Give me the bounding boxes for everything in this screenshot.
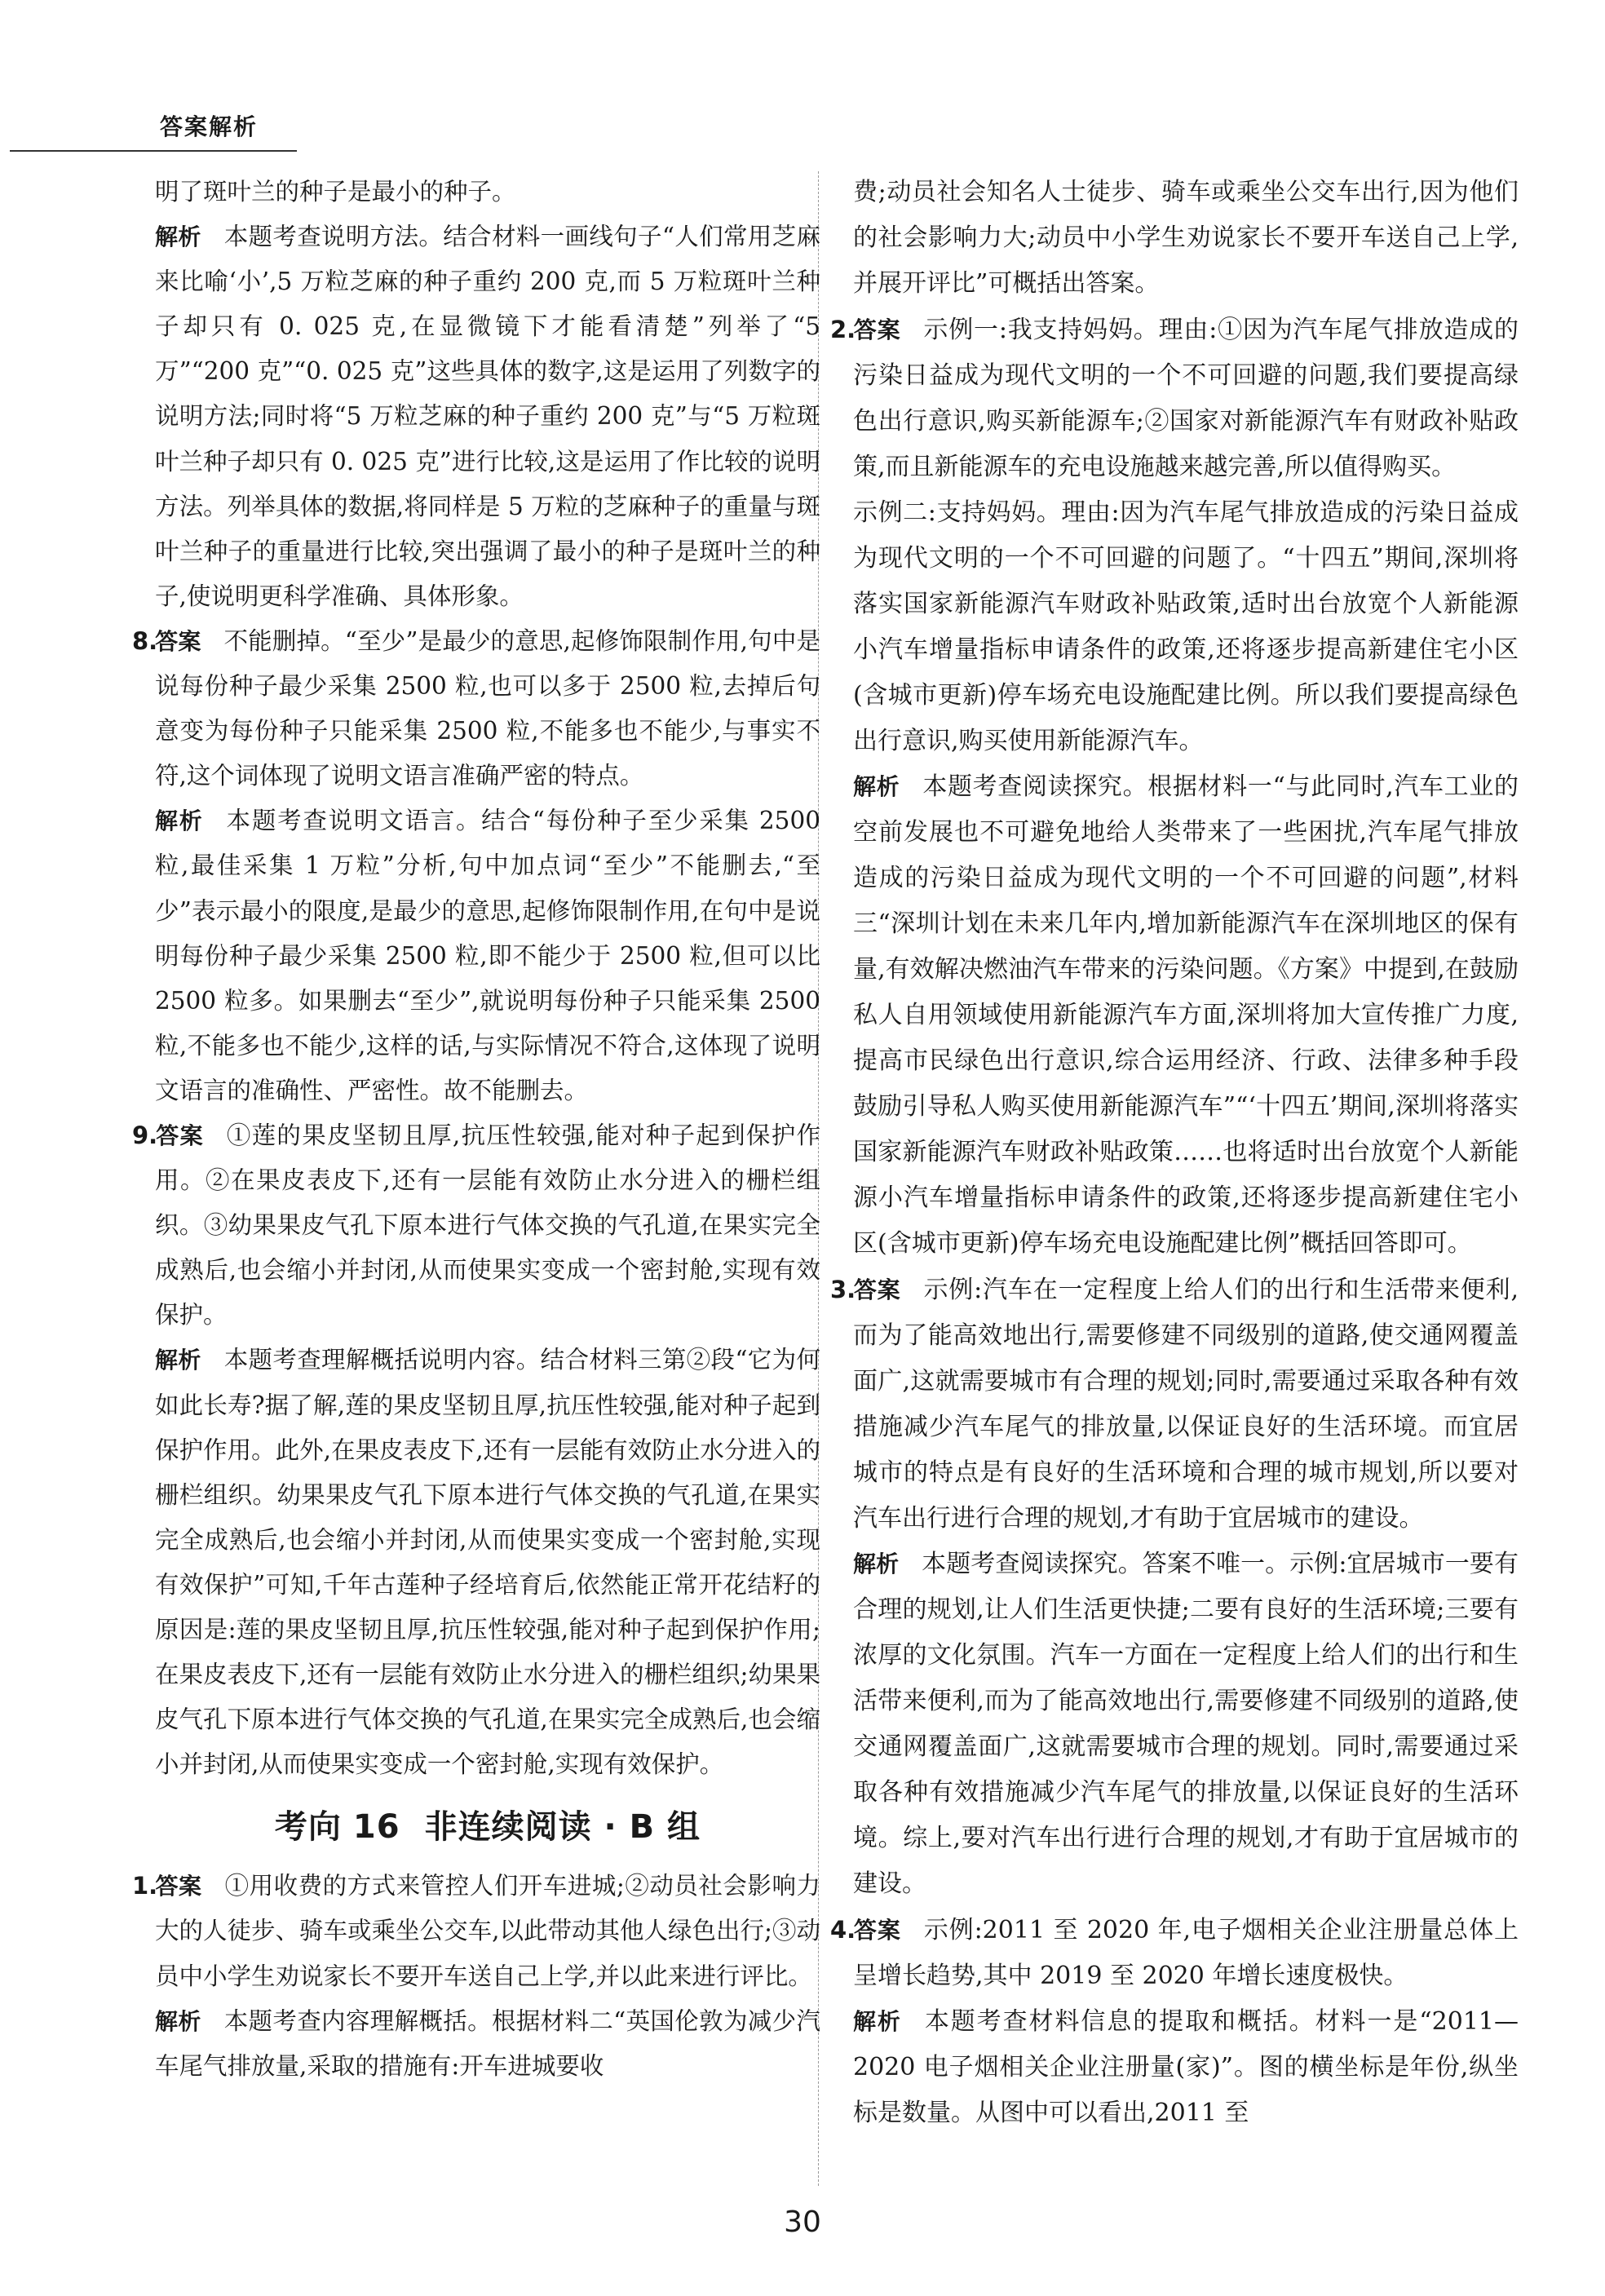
analysis-paragraph: 解析 本题考查材料信息的提取和概括。材料一是“2011—2020 电子烟相关企业注册量(家)”。图的横坐标是年份,纵坐标是数量。从图中可以看出,2011 至 bbox=[853, 2007, 1519, 2127]
page-header bbox=[10, 111, 297, 152]
answer-label: 答案 bbox=[155, 1121, 204, 1149]
answer-label: 答案 bbox=[853, 1276, 901, 1303]
answer-item-3: 3.答案 示例:汽车在一定程度上给人们的出行和生活带来便利,而为了能高效地出行,需要修建不同级别的道路,使交通网覆盖面广,这就需要城市有合理的规划;同时,需要通过采取各种有效措施减少汽车尾气的排放量,以保证良好的生活环境。而宜居城市的特点是有良好的生活环境和合理的城市规划,所以要对汽车出行进行合理的规划,才有助于宜居城市的建设。 bbox=[853, 1267, 1519, 1542]
analysis-paragraph: 解析 本题考查阅读探究。答案不唯一。示例:宜居城市一要有合理的规划,让人们生活更快捷;二要有良好的生活环境;三要有浓厚的文化氛围。汽车一方面在一定程度上给人们的出行和生活带来便利,而为了能高效地出行,需要修建不同级别的道路,使交通网覆盖面广,这就需要城市合理的规划。同时,需要通过采取各种有效措施减少汽车尾气的排放量,以保证良好的生活环境。综上,要对汽车出行进行合理的规划,才有助于宜居城市的建设。 bbox=[853, 1550, 1519, 1898]
analysis-paragraph: 解析 本题考查说明文语言。结合“每份种子至少采集 2500 粒,最佳采集 1 万粒”分析,句中加点词“至少”不能删去,“至少”表示最小的限度,是最少的意思,起修饰限制作用,在句中是说明每份种子最少采集 2500 粒,即不能少于 2500 粒,但可以比 2500 粒多。如果删去“至少”,就说明每份种子只能采集 2500 粒,不能多也不能少,这样的话,与实际情况不符合,这体现了说明文语言的准确性、严密性。故不能删去。 bbox=[155, 807, 820, 1104]
item-number: 9. bbox=[132, 1121, 158, 1149]
answer-label: 答案 bbox=[155, 627, 201, 655]
answer-item-2: 2.答案 示例一:我支持妈妈。理由:①因为汽车尾气排放造成的污染日益成为现代文明的一个不可回避的问题,我们要提高绿色出行意识,购买新能源车;②国家对新能源汽车有财政补贴政策,而且新能源车的充电设施越来越完善,所以值得购买。 bbox=[853, 307, 1519, 490]
answer-item-9: 9.答案 ①莲的果皮坚韧且厚,抗压性较强,能对种子起到保护作用。②在果皮表皮下,还有一层能有效防止水分进入的栅栏组织。③幼果果皮气孔下原本进行气体交换的气孔道,在果实完全成熟后,也会缩小并封闭,从而使果实变成一个密封舱,实现有效保护。 bbox=[155, 1113, 820, 1338]
analysis-label: 解析 bbox=[155, 807, 204, 835]
analysis-label: 解析 bbox=[853, 2008, 902, 2035]
item-number: 1. bbox=[132, 1872, 158, 1900]
item-number: 4. bbox=[830, 1916, 856, 1944]
analysis-label: 解析 bbox=[155, 2007, 201, 2035]
analysis-label: 解析 bbox=[853, 1551, 900, 1577]
section-title: 考向 16 非连续阅读 · B 组 bbox=[274, 1808, 701, 1847]
answer-label: 答案 bbox=[853, 1917, 901, 1944]
header-title: 答案解析 bbox=[160, 113, 259, 140]
answer-item-8: 8.答案 不能删掉。“至少”是最少的意思,起修饰限制作用,句中是说每份种子最少采集 2500 粒,也可以多于 2500 粒,去掉后句意变为每份种子只能采集 2500 粒,不能多也不能少,与事实不符,这个词体现了说明文语言准确严密的特点。 bbox=[155, 619, 820, 799]
item-number: 2. bbox=[830, 316, 856, 343]
analysis-paragraph: 解析 本题考查内容理解概括。根据材料二“英国伦敦为减少汽车尾气排放量,采取的措施有:开车进城要收 bbox=[155, 2006, 820, 2080]
analysis-label: 解析 bbox=[155, 1347, 201, 1374]
right-column bbox=[830, 170, 1519, 2136]
analysis-paragraph: 解析 本题考查阅读探究。根据材料一“与此同时,汽车工业的空前发展也不可避免地给人类带来了一些困扰,汽车尾气排放造成的污染日益成为现代文明的一个不可回避的问题”,材料三“深圳计划在未来几年内,增加新能源汽车在深圳地区的保有量,有效解决燃油汽车带来的污染问题。《方案》中提到,在鼓励私人自用领域使用新能源汽车方面,深圳将加大宣传推广力度,提高市民绿色出行意识,综合运用经济、行政、法律多种手段鼓励引导私人购买使用新能源汽车”“‘十四五’期间,深圳将落实国家新能源汽车财政补贴政策……也将适时出台放宽个人新能源小汽车增量指标申请条件的政策,还将逐步提高新建住宅小区(含城市更新)停车场充电设施配建比例”概括回答即可。 bbox=[853, 772, 1519, 1258]
paragraph: 明了斑叶兰的种子是最小的种子。 bbox=[155, 178, 516, 206]
item-number: 3. bbox=[830, 1276, 856, 1303]
paragraph: 示例二:支持妈妈。理由:因为汽车尾气排放造成的污染日益成为现代文明的一个不可回避的问题了。“十四五”期间,深圳将落实国家新能源汽车财政补贴政策,适时出台放宽个人新能源小汽车增量指标申请条件的政策,还将逐步提高新建住宅小区(含城市更新)停车场充电设施配建比例。所以我们要提高绿色出行意识,购买使用新能源汽车。 bbox=[853, 498, 1519, 755]
answer-label: 答案 bbox=[155, 1873, 202, 1900]
left-column bbox=[132, 170, 820, 2089]
analysis-paragraph: 解析 本题考查理解概括说明内容。结合材料三第②段“它为何如此长寿?据了解,莲的果皮坚韧且厚,抗压性较强,能对种子起到保护作用。此外,在果皮表皮下,还有一层能有效防止水分进入的栅栏组织。幼果果皮气孔下原本进行气体交换的气孔道,在果实完全成熟后,也会缩小并封闭,从而使果实变成一个密封舱,实现有效保护”可知,千年古莲种子经培育后,依然能正常开花结籽的原因是:莲的果皮坚韧且厚,抗压性较强,能对种子起到保护作用;在果皮表皮下,还有一层能有效防止水分进入的栅栏组织;幼果果皮气孔下原本进行气体交换的气孔道,在果实完全成熟后,也会缩小并封闭,从而使果实变成一个密封舱,实现有效保护。 bbox=[155, 1346, 820, 1779]
answer-item-4: 4.答案 示例:2011 至 2020 年,电子烟相关企业注册量总体上呈增长趋势,其中 2019 至 2020 年增长速度极快。 bbox=[853, 1907, 1519, 1999]
page-number: 30 bbox=[784, 2205, 821, 2239]
analysis-label: 解析 bbox=[155, 223, 201, 251]
paragraph: 费;动员社会知名人士徒步、骑车或乘坐公交车出行,因为他们的社会影响力大;动员中小学生劝说家长不要开车送自己上学,并展开评比”可概括出答案。 bbox=[853, 178, 1519, 298]
item-number: 8. bbox=[132, 626, 158, 655]
answer-item-1: 1.答案 ①用收费的方式来管控人们开车进城;②动员社会影响力大的人徒步、骑车或乘坐公交车,以此带动其他人绿色出行;③动员中小学生劝说家长不要开车送自己上学,并以此来进行评比。 bbox=[155, 1864, 820, 1998]
analysis-label: 解析 bbox=[853, 773, 900, 800]
analysis-paragraph: 解析 本题考查说明方法。结合材料一画线句子“人们常用芝麻来比喻‘小’,5 万粒芝麻的种子重约 200 克,而 5 万粒斑叶兰种子却只有 0. 025 克,在显微镜下才能看清楚”列举了“5 万”“200 克”“0. 025 克”这些具体的数字,这是运用了列数字的说明方法;同时将“5 万粒芝麻的种子重约 200 克”与“5 万粒斑叶兰种子却只有 0. 025 克”进行比较,这是运用了作比较的说明方法。列举具体的数据,将同样是 5 万粒的芝麻种子的重量与斑叶兰种子的重量进行比较,突出强调了最小的种子是斑叶兰的种子,使说明更科学准确、具体形象。 bbox=[155, 223, 820, 610]
answer-label: 答案 bbox=[853, 316, 901, 343]
